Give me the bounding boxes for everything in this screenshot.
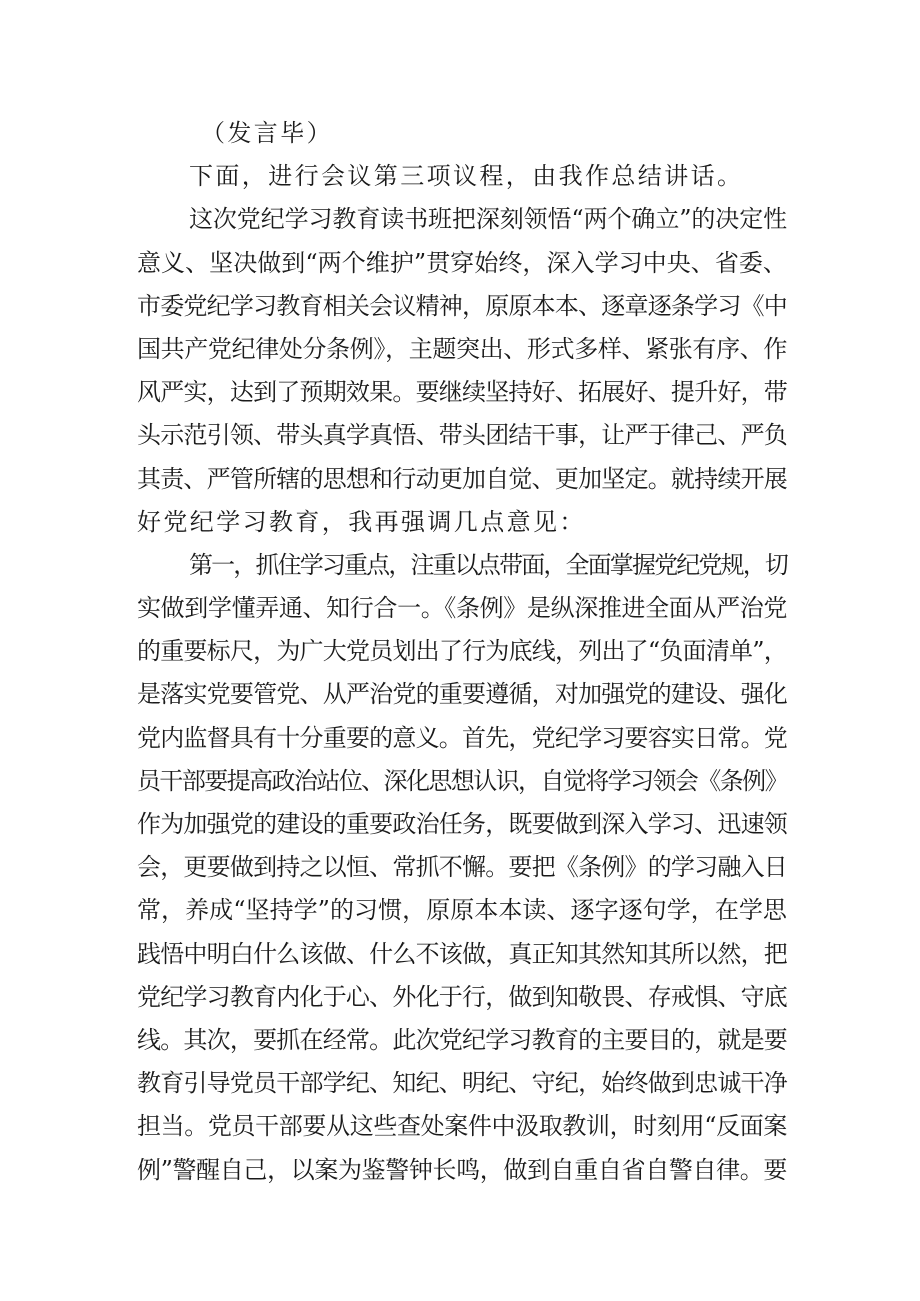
text-line: 线。其次，要抓在经常。此次党纪学习教育的主要目的，就是要 (137, 1025, 787, 1054)
text-line: 践悟中明白什么该做、什么不该做，真正知其然知其所以然，把 (137, 939, 787, 968)
text-line: 头示范引领、带头真学真悟、带头团结干事，让严于律己、严负 (137, 421, 787, 450)
text-line: 例”警醒自己，以案为鉴警钟长鸣，做到自重自省自警自律。要 (137, 1155, 787, 1184)
text-line: 这次党纪学习教育读书班把深刻领悟“两个确立”的决定性 (189, 205, 787, 234)
text-line: 下面，进行会议第三项议程，由我作总结讲话。 (189, 162, 744, 191)
text-line: （发言毕） (201, 119, 333, 147)
text-line: 是落实党要管党、从严治党的重要遵循，对加强党的建设、强化 (137, 680, 787, 709)
text-line: 的重要标尺，为广大党员划出了行为底线，列出了“负面清单”， (137, 637, 787, 666)
text-line: 作为加强党的建设的重要政治任务，既要做到深入学习、迅速领 (137, 810, 787, 838)
text-line: 国共产党纪律处分条例》，主题突出、形式多样、紧张有序、作 (137, 334, 787, 363)
text-line: 风严实，达到了预期效果。要继续坚持好、拓展好、提升好，带 (137, 378, 787, 407)
text-line: 意义、坚决做到“两个维护”贯穿始终，深入学习中央、省委、 (137, 248, 787, 277)
text-line: 员干部要提高政治站位、深化思想认识，自觉将学习领会《条例》 (137, 766, 787, 795)
text-line: 担当。党员干部要从这些查处案件中汲取教训，时刻用“反面案 (137, 1112, 787, 1141)
text-line: 好党纪学习教育，我再强调几点意见： (137, 507, 586, 536)
text-line: 第一，抓住学习重点，注重以点带面，全面掌握党纪党规，切 (189, 550, 787, 579)
text-line: 其责、严管所辖的思想和行动更加自觉、更加坚定。就持续开展 (137, 464, 787, 493)
text-line: 常，养成“坚持学”的习惯，原原本本读、逐字逐句学，在学思 (137, 896, 787, 925)
document-body (137, 112, 787, 1192)
text-line: 党纪学习教育内化于心、外化于行，做到知敬畏、存戒惧、守底 (137, 982, 787, 1011)
text-line: 会，更要做到持之以恒、常抓不懈。要把《条例》的学习融入日 (137, 853, 787, 882)
text-line: 教育引导党员干部学纪、知纪、明纪、守纪，始终做到忠诚干净 (137, 1069, 787, 1098)
text-line: 实做到学懂弄通、知行合一。《条例》是纵深推进全面从严治党 (137, 594, 787, 623)
text-line: 市委党纪学习教育相关会议精神，原原本本、逐章逐条学习《中 (137, 291, 787, 320)
text-line: 党内监督具有十分重要的意义。首先，党纪学习要容实日常。党 (137, 723, 787, 752)
